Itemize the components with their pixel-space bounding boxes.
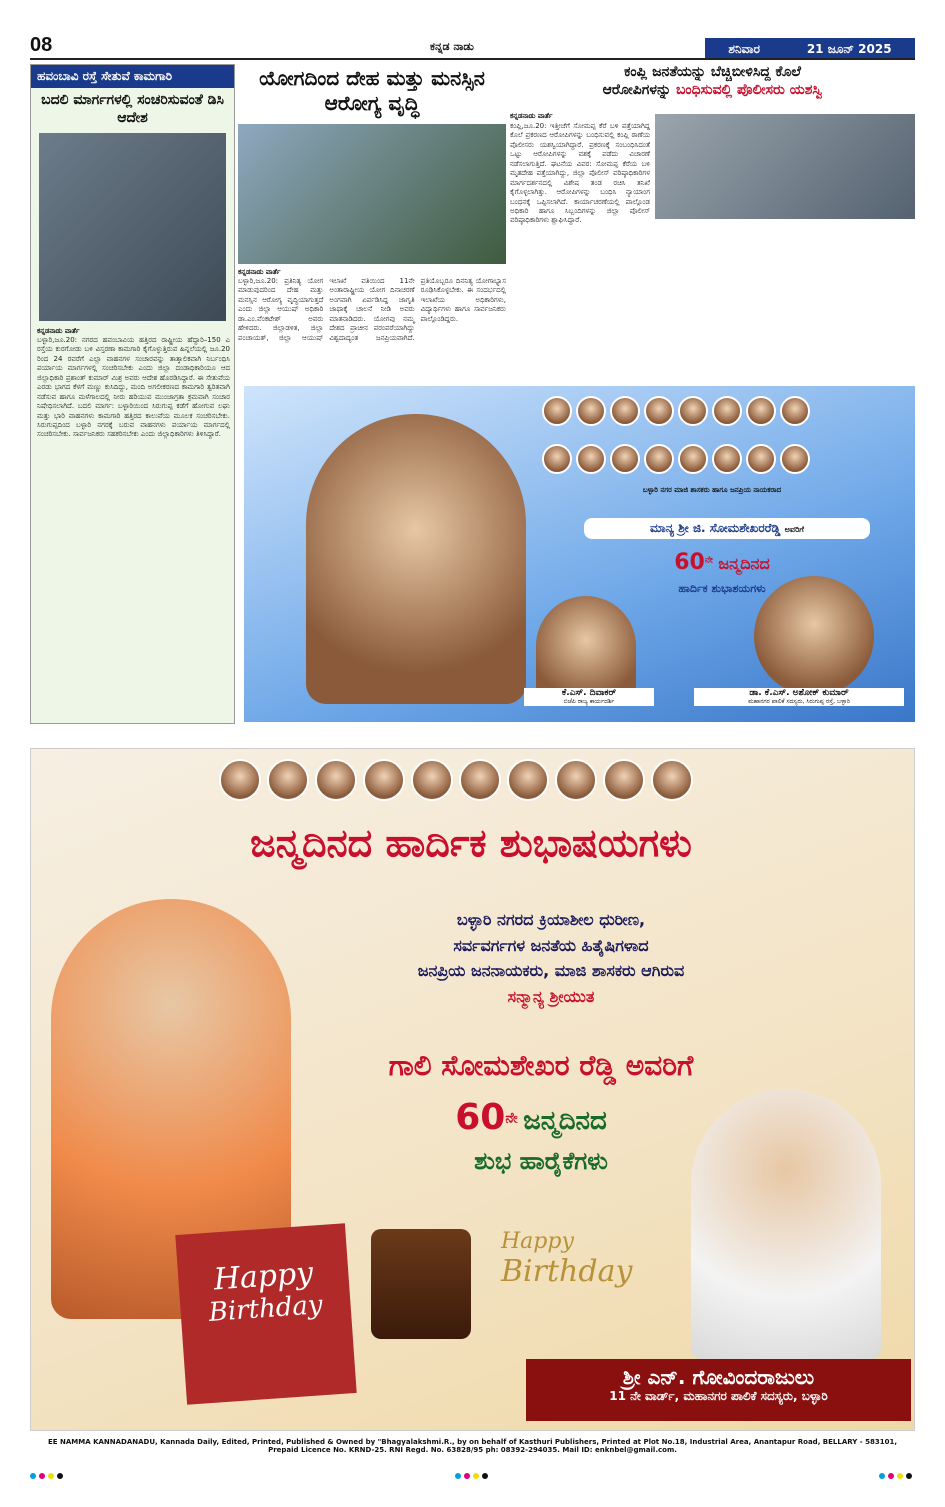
footer-line2: Prepaid Licence No. KRND-25. RNI Regd. No. 63828/95 ph: 08392-294035. Mail ID: enknbel@gmail.com. <box>268 1446 677 1454</box>
story-body: ಬಳ್ಳಾರಿ,ಜೂ.20: ಪ್ರತಿನಿತ್ಯ ಯೋಗ ಮಾಡುವುದರಿಂದ ದೇಹ ಮತ್ತು ಮನಸ್ಸಿನ ಆರೋಗ್ಯ ವೃದ್ಧಿಯಾಗುತ್ತದೆ ಎಂದು ಜಿಲ್ಲಾ ಆಯುಷ್ ಅಧಿಕಾರಿ ಡಾ.ಎಂ.ವೆಂಕಟೇಶ್ ಅವರು ಹೇಳಿದರು. ಜಿಲ್ಲಾಡಳಿತ, ಜಿಲ್ಲಾ ಪಂಚಾಯತ್, ಜಿಲ್ಲಾ ಆಯುಷ್ ಇಲಾಖೆ ವತಿಯಿಂದ 11ನೇ ಅಂತಾರಾಷ್ಟ್ರೀಯ ಯೋಗ ದಿನಾಚರಣೆ ಅಂಗವಾಗಿ ಏರ್ಪಡಿಸಿದ್ದ ಜಾಗೃತಿ ಜಾಥಾಕ್ಕೆ ಚಾಲನೆ ನೀಡಿ ಅವರು ಮಾತನಾಡಿದರು. ಯೋಗವು ನಮ್ಮ ದೇಶದ ಪ್ರಾಚೀನ ಪರಂಪರೆಯಾಗಿದ್ದು ವಿಶ್ವದಾದ್ಯಂತ ಜನಪ್ರಿಯವಾಗಿದೆ. ಪ್ರತಿಯೊಬ್ಬರೂ ದಿನನಿತ್ಯ ಯೋಗಾಭ್ಯಾಸ ರೂಢಿಸಿಕೊಳ್ಳಬೇಕು. ಈ ಸಂದರ್ಭದಲ್ಲಿ ಇಲಾಖೆಯ ಅಧಿಕಾರಿಗಳು, ವಿದ್ಯಾರ್ಥಿಗಳು ಹಾಗೂ ಸಾರ್ವಜನಿಕರು ಪಾಲ್ಗೊಂಡಿದ್ದರು. <box>238 277 506 342</box>
leaders-row-1 <box>542 396 810 426</box>
happy-birthday-script <box>501 1229 632 1289</box>
script-birthday: Birthday <box>501 1254 633 1289</box>
ad-wishes: ಶುಭ ಹಾರೈಕೆಗಳು <box>474 1147 608 1175</box>
date-bar <box>705 38 915 60</box>
dc-photo <box>39 133 226 321</box>
footer-line1: EE NAMMA KANNADANADU, Kannada Daily, Edited, Printed, Published & Owned by "Bhagyalakshmi.R., by on behalf of Kasthuri Publishers, Printed at Plot No.18, Industrial Area, Anantapur Road, BELLARY - 583101, <box>48 1438 897 1446</box>
leader-thumb <box>576 396 606 426</box>
leader-thumb <box>678 444 708 474</box>
dots-center <box>455 1464 491 1483</box>
leader-thumb <box>746 396 776 426</box>
story-body: ಕಂಪ್ಲಿ,ಜೂ.20: ಇತ್ತೀಚೆಗೆ ಸೋಮಪ್ಪ ಕೆರೆ ಬಳಿ ಪತ್ತೆಯಾಗಿದ್ದ ಕೊಲೆ ಪ್ರಕರಣದ ಆರೋಪಿಗಳನ್ನು ಬಂಧಿಸುವಲ್ಲಿ ಕಂಪ್ಲಿ ಠಾಣೆಯ ಪೊಲೀಸರು ಯಶಸ್ವಿಯಾಗಿದ್ದಾರೆ. ಪ್ರಕರಣಕ್ಕೆ ಸಂಬಂಧಿಸಿದಂತೆ ಒಟ್ಟು ಆರೋಪಿಗಳನ್ನು ವಶಕ್ಕೆ ಪಡೆದು ವಿಚಾರಣೆ ನಡೆಸಲಾಗುತ್ತಿದೆ. ಘಟನೆಯ ವಿವರ: ಸೋಮಪ್ಪ ಕೆರೆಯ ಬಳಿ ಮೃತದೇಹ ಪತ್ತೆಯಾಗಿದ್ದು, ಜಿಲ್ಲಾ ಪೊಲೀಸ್ ವರಿಷ್ಠಾಧಿಕಾರಿಗಳ ಮಾರ್ಗದರ್ಶನದಲ್ಲಿ ವಿಶೇಷ ತಂಡ ರಚಿಸಿ ತನಿಖೆ ಕೈಗೊಳ್ಳಲಾಗಿತ್ತು. ಆರೋಪಿಗಳನ್ನು ಬಂಧಿಸಿ ನ್ಯಾಯಾಂಗ ಬಂಧನಕ್ಕೆ ಒಪ್ಪಿಸಲಾಗಿದೆ. ಕಾರ್ಯಾಚರಣೆಯಲ್ಲಿ ಪಾಲ್ಗೊಂಡ ಅಧಿಕಾರಿ ಹಾಗೂ ಸಿಬ್ಬಂದಿಗಳನ್ನು ಜಿಲ್ಲಾ ಪೊಲೀಸ್ ವರಿಷ್ಠಾಧಿಕಾರಿಗಳು ಶ್ಲಾಘಿಸಿದ್ದಾರೆ. <box>510 122 650 225</box>
leader-thumb <box>411 759 453 801</box>
leaders-row-2 <box>542 444 810 474</box>
header-rule <box>30 58 915 60</box>
story-bridge-work <box>30 64 235 724</box>
person2-title: ಮಹಾನಗರ ಪಾಲಿಕೆ ಸದಸ್ಯರು, ಸಿರುಗುಪ್ಪ ರಸ್ತೆ, ಬಳ್ಳಾರಿ <box>748 698 850 705</box>
ad-sixtieth <box>371 1097 691 1138</box>
masthead: ಕನ್ನಡ ನಾಡು <box>430 40 474 53</box>
sixtieth-number: 60 <box>674 550 705 575</box>
ad-org-line: ಬಳ್ಳಾರಿ ನಗರ ಮಾಜಿ ಶಾಸಕರು ಹಾಗೂ ಜನಪ್ರಿಯ ನಾಯಕರಾದ <box>642 486 782 494</box>
story-headline: ಯೋಗದಿಂದ ದೇಹ ಮತ್ತು ಮನಸ್ಸಿನ ಆರೋಗ್ಯ ವೃದ್ಧಿ <box>259 66 485 115</box>
leader-thumb <box>644 396 674 426</box>
person2-photo <box>754 576 874 696</box>
page-header <box>0 0 945 62</box>
leader-thumb <box>363 759 405 801</box>
story-headline-line1: ಕಂಪ್ಲಿ ಜನತೆಯನ್ನು ಬೆಚ್ಚಿಬೀಳಿಸಿದ್ದ ಕೊಲೆ <box>624 64 801 80</box>
leaders-row <box>219 759 693 801</box>
police-team-photo <box>655 114 915 219</box>
happy-birthday-card <box>175 1223 356 1404</box>
registration-dots <box>30 1464 915 1483</box>
person1-caption <box>524 688 654 706</box>
birthday-ad-1 <box>244 386 915 722</box>
sender-name: ಶ್ರೀ ಎನ್. ಗೋವಿಂದರಾಜುಲು <box>622 1365 815 1389</box>
leader-thumb <box>610 396 640 426</box>
dots-right <box>879 1464 915 1483</box>
honoree-suffix: ಅವರಿಗೆ <box>784 525 804 534</box>
leader-thumb <box>678 396 708 426</box>
yoga-rally-photo <box>238 124 506 264</box>
story-body: ಬಳ್ಳಾರಿ,ಜೂ.20: ನಗರದ ಹವಂಬಾವಿಯ ಹತ್ತಿರದ ರಾಷ್ಟ್ರೀಯ ಹೆದ್ದಾರಿ–150 ಎ ರಸ್ತೆಯ ಕುರಗೋಡು ಬಳಿ ವಿಸ್ತರಣಾ ಕಾಮಗಾರಿ ಕೈಗೊಳ್ಳುತ್ತಿರುವ ಹಿನ್ನಲೆಯಲ್ಲಿ ಜೂ.20 ರಿಂದ 24 ರವರೆಗೆ ಎಲ್ಲಾ ವಾಹನಗಳ ಸಂಚಾರವನ್ನು ತಾತ್ಕಾಲಿಕವಾಗಿ ನಿರ್ಬಂಧಿಸಿ ಪರ್ಯಾಯ ಮಾರ್ಗಗಳಲ್ಲಿ ಸಂಚರಿಸಬೇಕು ಎಂದು ಜಿಲ್ಲಾ ದಂಡಾಧಿಕಾರಿಯೂ ಆದ ಜಿಲ್ಲಾಧಿಕಾರಿ ಪ್ರಶಾಂತ್ ಕುಮಾರ್ ಮಿಶ್ರ ಅವರು ಆದೇಶ ಹೊರಡಿಸಿದ್ದಾರೆ. ಈ ಸೇತುವೆಯ ಎರಡು ಭಾಗದ ಕೆಳಗೆ ಮಣ್ಣು ಕುಸಿದಿದ್ದು, ಮಂದಿ ಅಗಲೀಕರಣದ ಕಾಮಗಾರಿ ತ್ವರಿತವಾಗಿ ನಡೆಸುವ ಹಾಗೂ ಮಳೆಗಾಲದಲ್ಲಿ ನೀರು ಹರಿಯುವ ಮುಂಜಾಗ್ರತಾ ಕ್ರಮವಾಗಿ ಸಂಚಾರ ನಿಷೇಧಿಸಲಾಗಿದೆ. ಬದಲಿ ಮಾರ್ಗ: ಬಳ್ಳಾರಿಯಿಂದ ಸಿರುಗುಪ್ಪ ಕಡೆಗೆ ಹೋಗುವ ಲಘು ಮತ್ತು ಭಾರಿ ವಾಹನಗಳು ಕಾಮಗಾರಿ ಹತ್ತಿರದ ಕಾಲುವೆಯ ಮೂಲಕ ಸಂಚರಿಸಬೇಕು. ಸಿರುಗುಪ್ಪದಿಂದ ಬಳ್ಳಾರಿ ನಗರಕ್ಕೆ ಬರುವ ವಾಹನಗಳು ಪರ್ಯಾಯ ಮಾರ್ಗದಲ್ಲಿ ಸಂಚರಿಸಬೇಕು. ಸಾರ್ವಜನಿಕರು ಸಹಕರಿಸಬೇಕು ಎಂದು ಜಿಲ್ಲಾಧಿಕಾರಿಗಳು ತಿಳಿಸಿದ್ದಾರೆ. <box>37 336 230 439</box>
person1-name: ಕೆ.ಎಸ್. ದಿವಾಕರ್ <box>561 688 617 698</box>
message-line1: ಬಳ್ಳಾರಿ ನಗರದ ಕ್ರಿಯಾಶೀಲ ಧುರೀಣ, <box>456 910 646 929</box>
ad-message <box>361 907 741 1009</box>
leader-thumb <box>459 759 501 801</box>
leader-thumb <box>603 759 645 801</box>
day-label: ಶನಿವಾರ <box>728 41 760 56</box>
leader-thumb <box>267 759 309 801</box>
leader-thumb <box>712 396 742 426</box>
ad-sixtieth <box>622 550 822 575</box>
card-birthday: Birthday <box>207 1290 324 1328</box>
birthday-ad-2 <box>30 748 915 1431</box>
story-byline: ಕನ್ನಡನಾಡು ವಾರ್ತೆ <box>510 112 553 120</box>
sender-title: 11 ನೇ ವಾರ್ಡ್, ಮಹಾನಗರ ಪಾಲಿಕೆ ಸದಸ್ಯರು, ಬಳ್ಳಾರಿ <box>609 1389 828 1403</box>
person2-name: ಡಾ. ಕೆ.ಎಸ್. ಅಶೋಕ್ ಕುಮಾರ್ <box>749 688 849 698</box>
leader-thumb <box>780 444 810 474</box>
leader-thumb <box>315 759 357 801</box>
ad-title: ಜನ್ಮದಿನದ ಹಾರ್ದಿಕ ಶುಭಾಷಯಗಳು <box>250 821 692 865</box>
message-line4: ಸನ್ಮಾನ್ಯ ಶ್ರೀಯುತ <box>507 986 595 1006</box>
leader-thumb <box>542 444 572 474</box>
sixtieth-suffix: ನೇ <box>505 1110 518 1127</box>
date-label: 21 ಜೂನ್ 2025 <box>806 41 892 56</box>
leader-thumb <box>651 759 693 801</box>
dots-left <box>30 1464 66 1483</box>
sender-banner <box>526 1359 911 1421</box>
honoree-name: ಮಾನ್ಯ ಶ್ರೀ ಜಿ. ಸೋಮಶೇಖರರೆಡ್ಡಿ <box>650 521 781 535</box>
card-happy: Happy <box>212 1255 315 1298</box>
leader-thumb <box>712 444 742 474</box>
message-line2: ಸರ್ವವರ್ಗಗಳ ಜನತೆಯ ಹಿತೈಷಿಗಳಾದ <box>453 935 649 955</box>
headline-part-a: ಆರೋಪಿಗಳನ್ನು <box>602 81 672 98</box>
cake-icon <box>371 1229 471 1339</box>
birthday-word: ಜನ್ಮದಿನದ <box>718 554 770 573</box>
leader-thumb <box>219 759 261 801</box>
story-kampli-murder <box>510 64 915 379</box>
sixtieth-suffix: ನೇ <box>704 555 713 566</box>
birthday-word: ಜನ್ಮದಿನದ <box>523 1106 607 1136</box>
sixtieth-number: 60 <box>455 1097 506 1138</box>
headline-part-b: ಬಂಧಿಸುವಲ್ಲಿ ಪೊಲೀಸರು ಯಶಸ್ವಿ <box>675 81 823 98</box>
leader-thumb <box>644 444 674 474</box>
ad-wishes: ಹಾರ್ದಿಕ ಶುಭಾಶಯಗಳು <box>678 582 766 595</box>
message-line3: ಜನಪ್ರಿಯ ಜನನಾಯಕರು, ಮಾಜಿ ಶಾಸಕರು ಆಗಿರುವ <box>417 961 685 981</box>
story-headline: ಬದಲಿ ಮಾರ್ಗಗಳಲ್ಲಿ ಸಂಚರಿಸುವಂತೆ ಡಿಸಿ ಆದೇಶ <box>41 92 224 126</box>
ad-honoree-name <box>584 518 870 539</box>
leader-thumb <box>542 396 572 426</box>
leader-thumb <box>555 759 597 801</box>
leader-thumb <box>576 444 606 474</box>
story-byline: ಕನ್ನಡನಾಡು ವಾರ್ತೆ <box>238 268 281 276</box>
leader-thumb <box>610 444 640 474</box>
page-number: 08 <box>30 34 53 56</box>
script-happy: Happy <box>501 1229 574 1254</box>
leader-thumb <box>507 759 549 801</box>
person2-caption <box>694 688 904 706</box>
footer <box>30 1438 915 1483</box>
story-headline-line2 <box>510 82 915 100</box>
sender-photo <box>691 1089 881 1359</box>
story-byline: ಕನ್ನಡನಾಡು ವಾರ್ತೆ <box>37 327 80 335</box>
leader-thumb <box>746 444 776 474</box>
ad-honoree-name: ಗಾಲಿ ಸೋಮಶೇಖರ ರೆಡ್ಡಿ ಅವರಿಗೆ <box>388 1049 694 1082</box>
story-kicker: ಹವಂಬಾವಿ ರಸ್ತೆ ಸೇತುವೆ ಕಾಮಗಾರಿ <box>31 65 234 88</box>
person1-title: ಬಿಜೆಪಿ ರಾಜ್ಯ ಕಾರ್ಯದರ್ಶಿ <box>563 698 615 705</box>
honoree-portrait <box>306 414 526 704</box>
leader-thumb <box>780 396 810 426</box>
story-yoga <box>238 64 506 379</box>
